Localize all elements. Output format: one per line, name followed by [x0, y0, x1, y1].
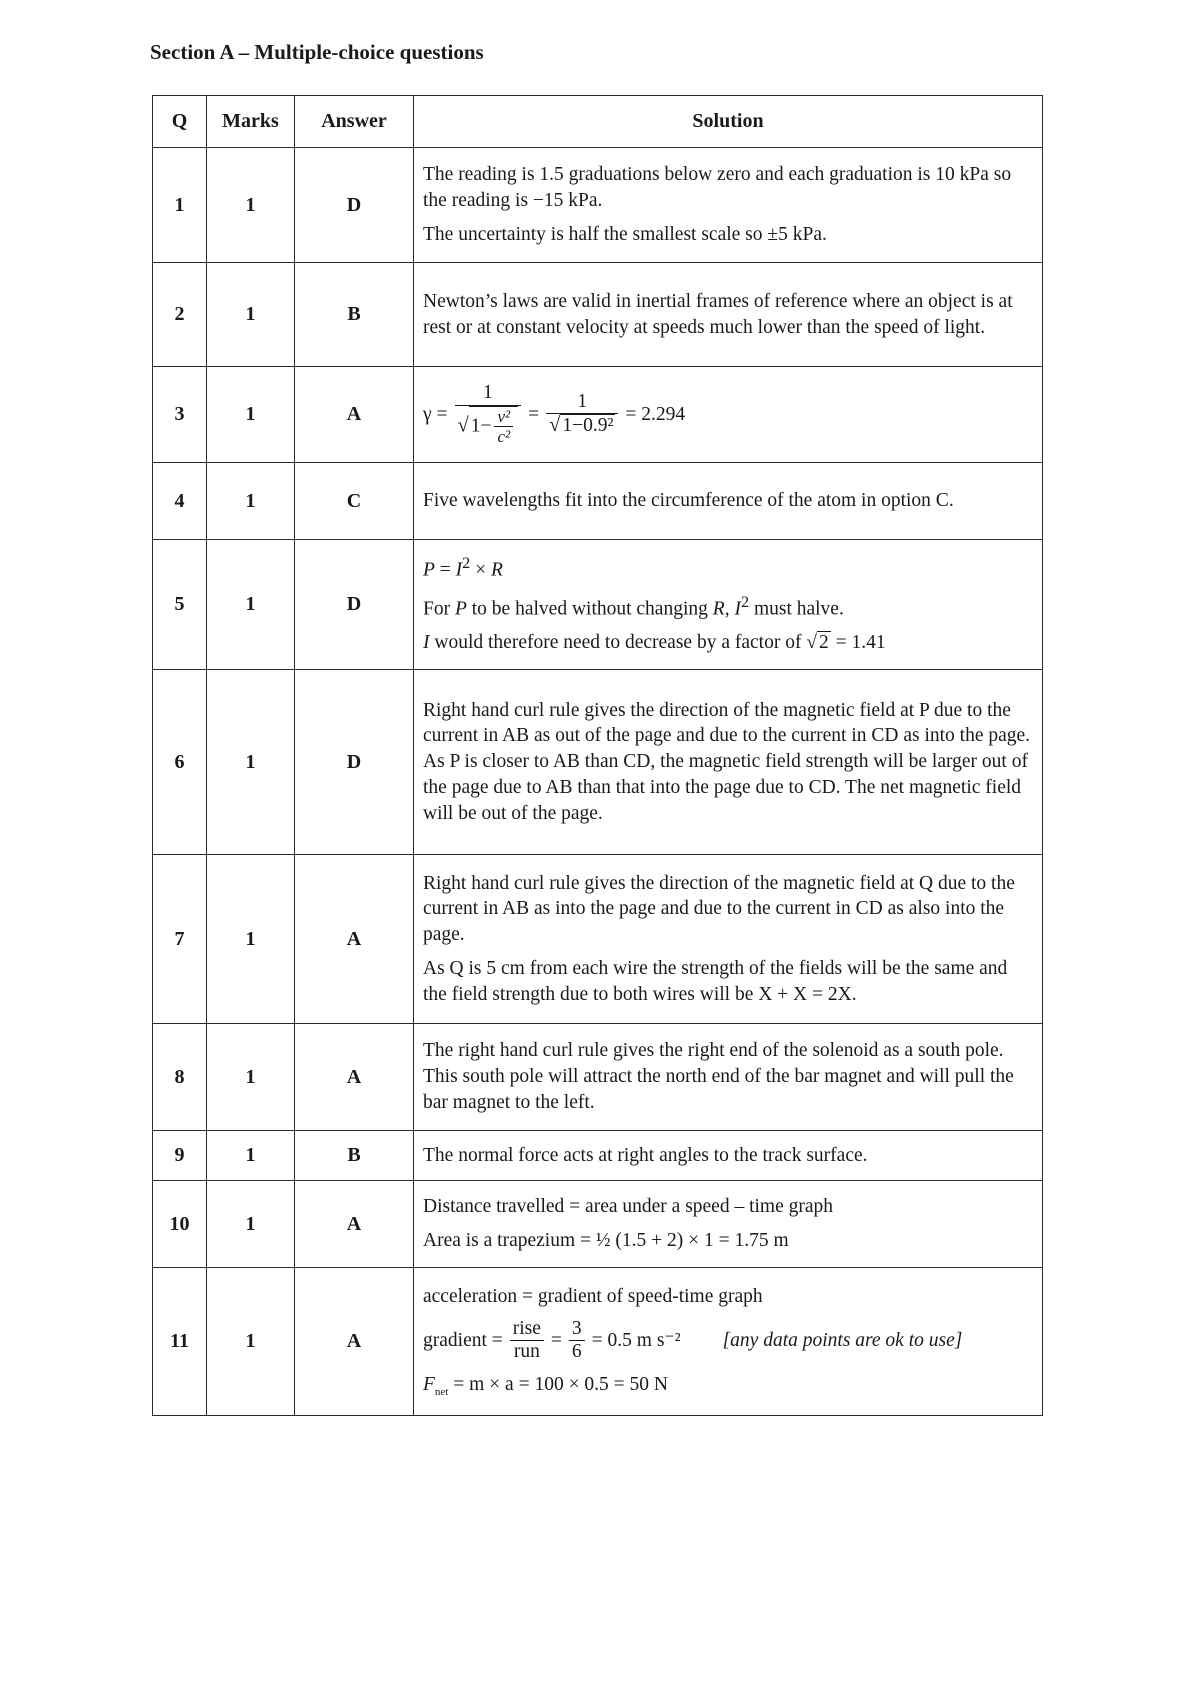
- table-row: [153, 540, 1043, 670]
- marks-value: 1: [207, 367, 295, 463]
- c-squared: c²: [497, 427, 511, 447]
- header-solution: Solution: [414, 96, 1043, 148]
- symbol-p: P: [454, 598, 467, 620]
- header-marks: Marks: [207, 96, 295, 148]
- question-number: 5: [153, 540, 207, 670]
- answer-letter: A: [295, 1181, 414, 1268]
- fraction-numerator: 1: [455, 382, 522, 405]
- text-run: = m × a = 100 × 0.5 = 50 N: [448, 1373, 669, 1395]
- solution-text: The right hand curl rule gives the right end of the solenoid as a south pole. This south pole will attract the north end of the bar magnet and will pull the bar magnet to the left.: [423, 1040, 1014, 1113]
- marks-value: 1: [207, 1181, 295, 1268]
- marks-value: 1: [207, 1131, 295, 1181]
- solution-cell: [414, 1181, 1043, 1268]
- fraction-numerator: 1: [546, 391, 618, 414]
- solution-text: The reading is 1.5 graduations below zero and each graduation is 10 kPa so the reading is −15 kPa.: [423, 164, 1012, 212]
- header-row: [153, 96, 1043, 148]
- gamma-label: γ =: [423, 403, 448, 425]
- answer-letter: B: [295, 263, 414, 367]
- sqrt-symbol: √: [549, 414, 561, 437]
- fraction-denominator: 6: [571, 1341, 582, 1363]
- gradient-label: gradient =: [423, 1329, 503, 1351]
- table-row: [153, 855, 1043, 1024]
- text-run: For: [423, 598, 455, 620]
- question-number: 10: [153, 1181, 207, 1268]
- marks-value: 1: [207, 1024, 295, 1131]
- section-title: Section A – Multiple-choice questions: [150, 40, 484, 64]
- header-q: Q: [153, 96, 207, 148]
- power-equation: [423, 553, 1032, 583]
- table-row: [153, 1131, 1043, 1181]
- symbol-i: I: [734, 598, 741, 620]
- marks-value: 1: [207, 540, 295, 670]
- exponent: 2: [740, 592, 750, 611]
- solution-cell: [414, 670, 1043, 855]
- question-number: 7: [153, 855, 207, 1024]
- answer-letter: B: [295, 1131, 414, 1181]
- solution-text: [423, 630, 1032, 656]
- solution-text: [423, 592, 1032, 622]
- text-run: ,: [724, 598, 735, 620]
- fraction-numerator: 3: [569, 1318, 585, 1341]
- marks-value: 1: [207, 1268, 295, 1416]
- solution-cell: [414, 540, 1043, 670]
- equals-sign: =: [550, 1329, 562, 1351]
- answer-letter: D: [295, 540, 414, 670]
- solution-text: The uncertainty is half the smallest scale so ±5 kPa.: [423, 223, 827, 245]
- gamma-fraction: [455, 382, 522, 447]
- gradient-equation: [423, 1318, 1032, 1364]
- solution-text: Distance travelled = area under a speed – time graph: [423, 1196, 834, 1218]
- solution-text: acceleration = gradient of speed-time graph: [423, 1286, 763, 1307]
- equals-sign: =: [528, 403, 540, 425]
- symbol-f: F: [423, 1373, 435, 1395]
- question-number: 8: [153, 1024, 207, 1131]
- solution-cell: [414, 367, 1043, 463]
- numeric-fraction: [546, 391, 618, 438]
- solution-text: The normal force acts at right angles to the track surface.: [423, 1144, 868, 1166]
- answer-table: [152, 95, 1043, 1416]
- numeric-fraction: [569, 1318, 585, 1364]
- answer-letter: A: [295, 1024, 414, 1131]
- table-row: [153, 1268, 1043, 1416]
- sqrt-radicand: 1−0.9²: [562, 415, 614, 437]
- table-row: [153, 367, 1043, 463]
- force-equation: [423, 1372, 1032, 1399]
- question-number: 11: [153, 1268, 207, 1416]
- table-row: [153, 463, 1043, 540]
- table-row: [153, 263, 1043, 367]
- fraction-denominator: [455, 406, 522, 447]
- text-run: must halve.: [749, 598, 844, 620]
- marks-value: 1: [207, 148, 295, 263]
- fraction-numerator: rise: [510, 1318, 544, 1341]
- table-row: [153, 1181, 1043, 1268]
- v-over-c-fraction: [494, 407, 513, 447]
- symbol-i: I: [423, 631, 430, 653]
- sqrt-radicand: 2: [819, 631, 829, 653]
- solution-cell: [414, 148, 1043, 263]
- solution-text: Right hand curl rule gives the direction of the magnetic field at Q due to the current in AB as into the page and due to the current in CD as also into the page.: [423, 872, 1015, 946]
- gamma-result: = 2.294: [625, 403, 686, 425]
- answer-letter: A: [295, 367, 414, 463]
- symbol-p: P: [423, 559, 435, 581]
- gradient-result: = 0.5 m s⁻²: [591, 1329, 681, 1351]
- solution-cell: [414, 263, 1043, 367]
- radicand-term: 1−: [470, 415, 492, 437]
- symbol-i: I: [455, 559, 463, 581]
- solution-text: Right hand curl rule gives the direction of the magnetic field at P due to the current in AB as out of the page and due to the current in CD as into the page. As P is closer to AB than CD, the magnetic field strength will be larger out of the page due to AB than that into the page due to CD. The net magnetic field will be out of the page.: [423, 699, 1031, 824]
- marks-value: 1: [207, 670, 295, 855]
- question-number: 6: [153, 670, 207, 855]
- times-sign: ×: [470, 559, 492, 581]
- table-row: [153, 148, 1043, 263]
- symbol-r: R: [491, 559, 503, 581]
- subscript-net: net: [434, 1385, 449, 1398]
- gamma-equation: [423, 382, 1032, 447]
- question-number: 1: [153, 148, 207, 263]
- solution-cell: [414, 1024, 1043, 1131]
- rise-run-fraction: [510, 1318, 544, 1364]
- question-number: 2: [153, 263, 207, 367]
- fraction-denominator: [546, 414, 618, 438]
- question-number: 4: [153, 463, 207, 540]
- table-row: [153, 670, 1043, 855]
- answer-letter: D: [295, 670, 414, 855]
- table-row: [153, 1024, 1043, 1131]
- symbol-r: R: [712, 598, 725, 620]
- solution-cell: [414, 1268, 1043, 1416]
- solution-cell: [414, 463, 1043, 540]
- v-squared: v²: [494, 407, 513, 428]
- text-run: would therefore need to decrease by a factor of: [429, 631, 807, 653]
- data-points-note: [any data points are ok to use]: [722, 1329, 963, 1351]
- sqrt-symbol: √: [457, 414, 469, 437]
- exponent: 2: [462, 554, 471, 573]
- sqrt-radicand: [469, 406, 518, 447]
- answer-letter: A: [295, 1268, 414, 1416]
- text-run: = 1.41: [830, 631, 886, 653]
- answer-letter: A: [295, 855, 414, 1024]
- solution-text: As Q is 5 cm from each wire the strength of the fields will be the same and the field strength due to both wires will be X + X = 2X.: [423, 957, 1008, 1005]
- solution-text: Five wavelengths fit into the circumference of the atom in option C.: [423, 490, 954, 512]
- equals-sign: =: [434, 559, 456, 581]
- marks-value: 1: [207, 263, 295, 367]
- marks-value: 1: [207, 855, 295, 1024]
- sqrt-symbol: √: [806, 631, 818, 653]
- text-run: to be halved without changing: [466, 598, 713, 620]
- solution-text: Newton’s laws are valid in inertial frames of reference where an object is at rest or at constant velocity at speeds much lower than the speed of light.: [423, 290, 1013, 338]
- marks-value: 1: [207, 463, 295, 540]
- solution-cell: [414, 1131, 1043, 1181]
- answer-letter: C: [295, 463, 414, 540]
- question-number: 3: [153, 367, 207, 463]
- answer-letter: D: [295, 148, 414, 263]
- header-answer: Answer: [295, 96, 414, 148]
- question-number: 9: [153, 1131, 207, 1181]
- solution-text: Area is a trapezium = ½ (1.5 + 2) × 1 = 1.75 m: [423, 1230, 789, 1251]
- fraction-denominator: run: [513, 1341, 540, 1363]
- solution-cell: [414, 855, 1043, 1024]
